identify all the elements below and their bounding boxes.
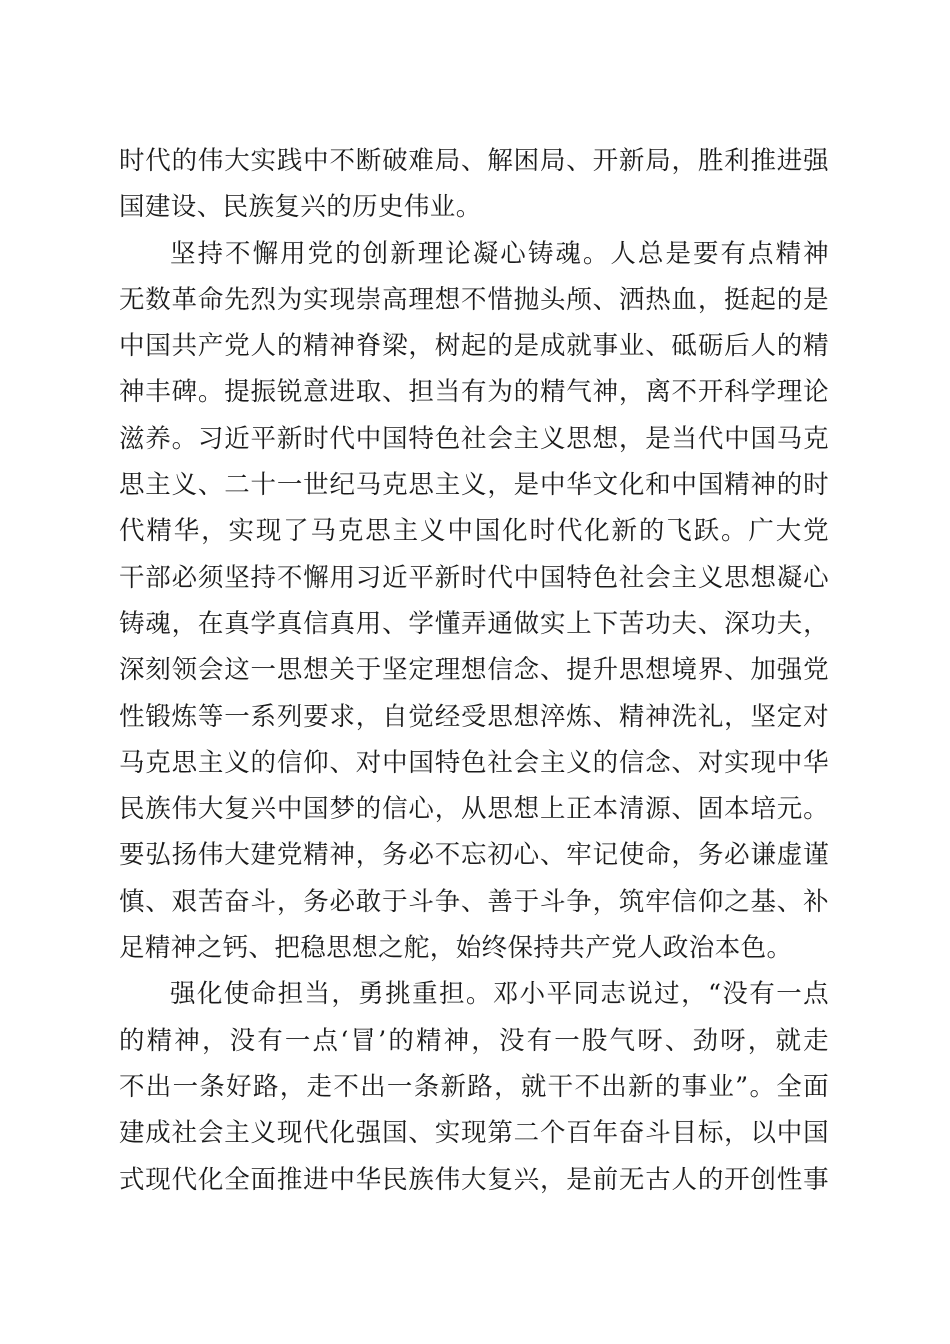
text-line: 无数革命先烈为实现崇高理想不惜抛头颅、洒热血，挺起的是 [119, 284, 829, 315]
text-line: 式现代化全面推进中华民族伟大复兴，是前无古人的开创性事 [119, 1164, 829, 1195]
text-line: 性锻炼等一系列要求，自觉经受思想淬炼、精神洗礼，坚定对 [119, 701, 829, 732]
document-body [119, 138, 829, 1203]
text-line: 中国共产党人的精神脊梁，树起的是成就事业、砥砺后人的精 [119, 331, 829, 362]
text-line: 的精神，没有一点‘冒’的精神，没有一股气呀、劲呀，就走 [119, 1025, 829, 1056]
text-line: 民族伟大复兴中国梦的信心，从思想上正本清源、固本培元。 [119, 794, 829, 825]
paragraph-start-line: 强化使命担当，勇挑重担。邓小平同志说过，“没有一点 [170, 979, 829, 1010]
paragraph-start-line: 坚持不懈用党的创新理论凝心铸魂。人总是要有点精神 [170, 238, 829, 269]
text-line: 马克思主义的信仰、对中国特色社会主义的信念、对实现中华 [119, 747, 829, 778]
text-line: 不出一条好路，走不出一条新路，就干不出新的事业”。全面 [119, 1071, 829, 1102]
text-line: 代精华，实现了马克思主义中国化时代化新的飞跃。广大党 [119, 516, 829, 547]
text-line: 时代的伟大实践中不断破难局、解困局、开新局，胜利推进强 [119, 146, 829, 176]
text-line: 国建设、民族复兴的历史伟业。 [119, 192, 482, 223]
text-line: 建成社会主义现代化强国、实现第二个百年奋斗目标，以中国 [119, 1118, 829, 1149]
text-line: 神丰碑。提振锐意进取、担当有为的精气神，离不开科学理论 [119, 377, 829, 408]
text-line: 滋养。习近平新时代中国特色社会主义思想，是当代中国马克 [119, 423, 829, 454]
text-line: 思主义、二十一世纪马克思主义，是中华文化和中国精神的时 [119, 470, 829, 501]
text-line: 慎、艰苦奋斗，务必敢于斗争、善于斗争，筑牢信仰之基、补 [119, 886, 829, 917]
text-line: 要弘扬伟大建党精神，务必不忘初心、牢记使命，务必谦虚谨 [119, 840, 829, 871]
text-line: 铸魂，在真学真信真用、学懂弄通做实上下苦功夫、深功夫， [119, 608, 829, 639]
text-line: 足精神之钙、把稳思想之舵，始终保持共产党人政治本色。 [119, 933, 793, 964]
text-line: 干部必须坚持不懈用习近平新时代中国特色社会主义思想凝心 [119, 562, 829, 593]
text-line: 深刻领会这一思想关于坚定理想信念、提升思想境界、加强党 [119, 655, 829, 686]
